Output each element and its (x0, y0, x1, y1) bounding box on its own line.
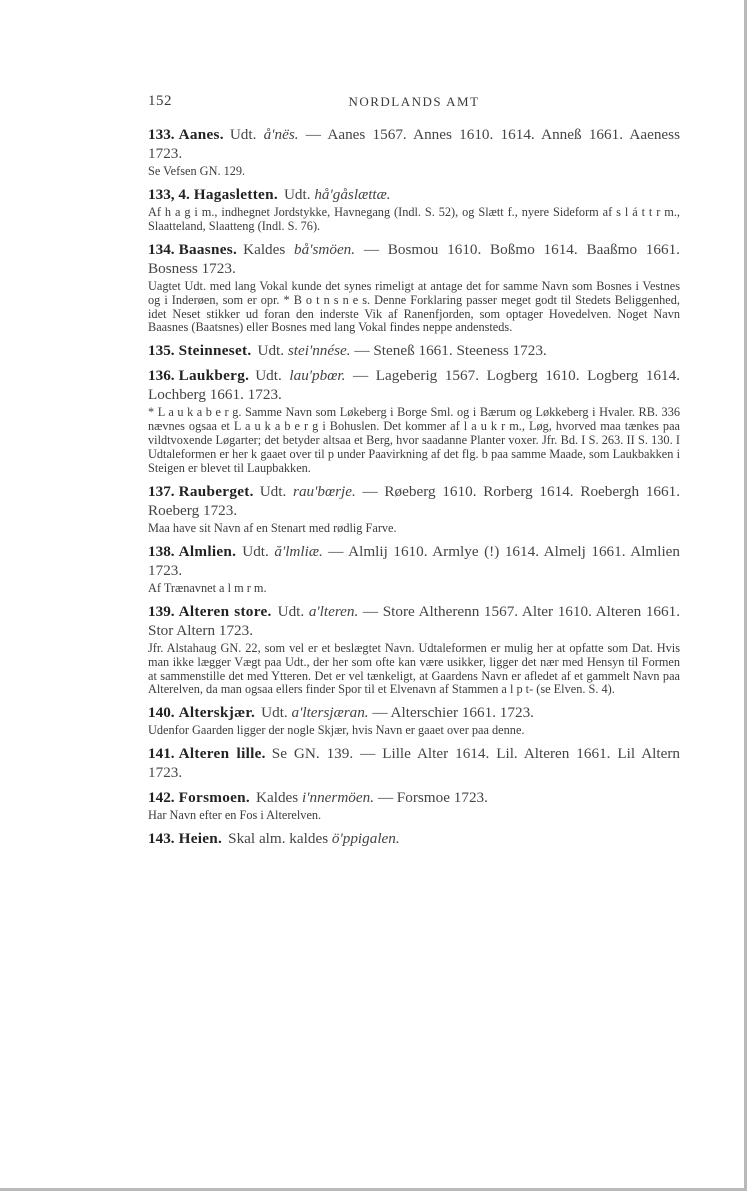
entry-main-text (148, 829, 680, 848)
entry (148, 788, 680, 823)
entry-text: Udt. (261, 704, 292, 722)
entry-number: 133. (148, 126, 175, 143)
entry (148, 482, 680, 536)
entry (148, 341, 680, 360)
entry (148, 602, 680, 698)
entry-text: Kaldes (256, 789, 303, 807)
entry-number: 140. (148, 704, 175, 722)
entry-note: * L a u k a b e r g. Samme Navn som Løkeberg i Borge Sml. og i Bærum og Løkkeberg i Hvaler. RB. 336 nævnes ogsaa et L a u k a b e r g i Bohuslen. Det kommer af l a u k r m., Løg, hvorved maa tænkes paa vildtvoxende Løgarter; det betyder altsaa et Berg, hvor saadanne Planter voxer. Jfr. Bd. I S. 263. II S. 130. I Udtaleformen er her k gaaet over til p under Paavirkning af det flg. b paa samme Maade, som Laukbakken i Steigen er blevet til Laupbakken. (148, 405, 680, 475)
entry-forms: — Forsmoe 1723. (374, 789, 488, 807)
entry-forms: — Alterschier 1661. 1723. (368, 704, 534, 722)
running-title: NORDLANDS AMT (348, 94, 480, 109)
entry-text: Kaldes (243, 240, 295, 258)
entry-pronunciation: ö'ppigalen. (331, 830, 400, 848)
entry-pronunciation: ă'lmliæ. (274, 542, 323, 560)
entry (148, 744, 680, 782)
entry-main-text (148, 125, 680, 163)
entry-headword: Aanes. (178, 126, 224, 143)
entry-text: Udt. (242, 542, 275, 560)
entry-note: Af Trænavnet a l m r m. (148, 580, 267, 595)
entry-pronunciation: stei'nnése. (287, 342, 351, 360)
entry-main-text (148, 482, 680, 520)
entry-text: Udt. (255, 367, 290, 385)
entry-note: Uagtet Udt. med lang Vokal kunde det synes rimeligt at antage det for samme Navn som Bosnes i Vestnes og i Inderøen, som er opr. * B o t n s n e s. Denne Forklaring passer meget godt til Stedets Beliggenhed, idet Neset stikker ud foran den inderste Vik af Ranenfjorden, som optager Hovedelven. Noget Navn Baasnes (Baatsnes) eller Bosnes med lang Vokal findes neppe andensteds. (148, 278, 680, 335)
entry-forms: — Steneß 1661. Steeness 1723. (350, 342, 547, 360)
entry (148, 185, 680, 234)
entry-main-text (148, 602, 680, 640)
entry-note: Af h a g i m., indhegnet Jordstykke, Havnegang (Indl. S. 52), og Slætt f., nyere Sideform af s l á t t r m., Slaatteland, Slaatteng (Indl. S. 76). (148, 204, 680, 233)
entry-main-text (148, 542, 680, 580)
entry-headword: Alteren lille. (178, 745, 266, 763)
entry-headword: Hagasletten. (193, 185, 278, 203)
entry-main-text (148, 366, 680, 404)
entry-pronunciation: a'ltersjæran. (291, 704, 369, 722)
entry (148, 125, 680, 179)
entry-headword: Steinneset. (178, 342, 252, 360)
entry-text: Udt. (229, 126, 264, 143)
entry-forms: — Bosmou 1610. Boßmo 1614. Baaßmo 1661. Bosness 1723. (148, 240, 680, 277)
entry-number: 134. (148, 240, 175, 258)
page-number: 152 (148, 93, 172, 109)
entry-pronunciation: hå'gåslættæ. (314, 185, 391, 203)
entry-main-text (148, 341, 680, 360)
entry-headword: Rauberget. (178, 482, 254, 500)
entry-headword: Heien. (178, 830, 223, 848)
entry (148, 366, 680, 476)
entry-number: 141. (148, 745, 175, 763)
entry-number: 136. (148, 367, 175, 385)
entry-main-text (148, 185, 680, 204)
entry-text: Udt. (257, 342, 288, 360)
entry-number: 137. (148, 482, 175, 500)
entry-main-text (148, 788, 680, 807)
entry (148, 240, 680, 336)
entry-text: Udt. (283, 185, 315, 203)
entry-note: Jfr. Alstahaug GN. 22, som vel er et beslægtet Navn. Udtaleformen er mulig her at opfatte som Dat. Hvis man ikke lægger Vægt paa Udt., der her som ofte kan være usikker, ligger det nær med Hensyn til Formen at sammenstille det med Ytteren. Det er vel tænkeligt, at Gaardens Navn er afledet af et gammelt Navn paa Alterelven, da man ogsaa ellers finder Spor til et Elvenavn af Stammen a l p t- (se Elven. S. 4). (148, 640, 680, 697)
entry-headword: Laukberg. (178, 367, 250, 385)
document-page (148, 93, 680, 854)
entry-forms: — Lageberig 1567. Logberg 1610. Logberg 1614. Lochberg 1661. 1723. (148, 367, 680, 404)
entry-list (148, 125, 680, 848)
entry-pronunciation: i'nnermöen. (302, 789, 375, 807)
entry-note: Har Navn efter en Fos i Alterelven. (148, 808, 322, 823)
entry (148, 542, 680, 596)
entry (148, 829, 680, 848)
entry-headword: Alteren store. (178, 602, 272, 620)
entry-forms: — Almlij 1610. Armlye (!) 1614. Almelj 1661. Almlien 1723. (148, 542, 681, 579)
entry-headword: Forsmoen. (178, 789, 251, 807)
entry-number: 142. (148, 789, 175, 807)
entry-headword: Alterskjær. (178, 704, 256, 722)
entry-headword: Baasnes. (178, 240, 238, 258)
entry-main-text (148, 703, 680, 722)
entry-number: 143. (148, 830, 175, 848)
entry-main-text (148, 240, 680, 278)
entry-pronunciation: å'nës. (263, 126, 299, 143)
entry-forms: — Store Altherenn 1567. Alter 1610. Alteren 1661. Stor Altern 1723. (148, 602, 680, 639)
entry-text: Se GN. 139. — Lille Alter 1614. Lil. Alteren 1661. Lil Altern 1723. (148, 745, 681, 782)
entry-pronunciation: rau'bœrje. (293, 482, 356, 500)
entry-number: 138. (148, 542, 175, 560)
entry-pronunciation: lau'pbœr. (289, 367, 346, 385)
entry-number: 133, 4. (148, 185, 190, 203)
entry-forms: — Aanes 1567. Annes 1610. 1614. Anneß 1661. Aaeness 1723. (148, 126, 680, 162)
entry-note: Udenfor Gaarden ligger der nogle Skjær, hvis Navn er gaaet over paa denne. (148, 723, 525, 738)
entry-text: Skal alm. kaldes (228, 830, 332, 848)
entry (148, 703, 680, 738)
entry-number: 139. (148, 602, 175, 620)
entry-text: Udt. (277, 602, 309, 620)
entry-headword: Almlien. (178, 542, 237, 560)
entry-note: Se Vefsen GN. 129. (148, 164, 246, 178)
entry-forms: — Røeberg 1610. Rorberg 1614. Roebergh 1661. Roeberg 1723. (148, 482, 680, 519)
page-header (148, 93, 680, 113)
entry-note: Maa have sit Navn af en Stenart med rødlig Farve. (148, 520, 397, 535)
entry-pronunciation: bå'smöen. (294, 240, 356, 258)
entry-main-text (148, 744, 680, 782)
entry-number: 135. (148, 342, 175, 360)
entry-text: Udt. (259, 482, 294, 500)
entry-pronunciation: a'lteren. (308, 602, 359, 620)
